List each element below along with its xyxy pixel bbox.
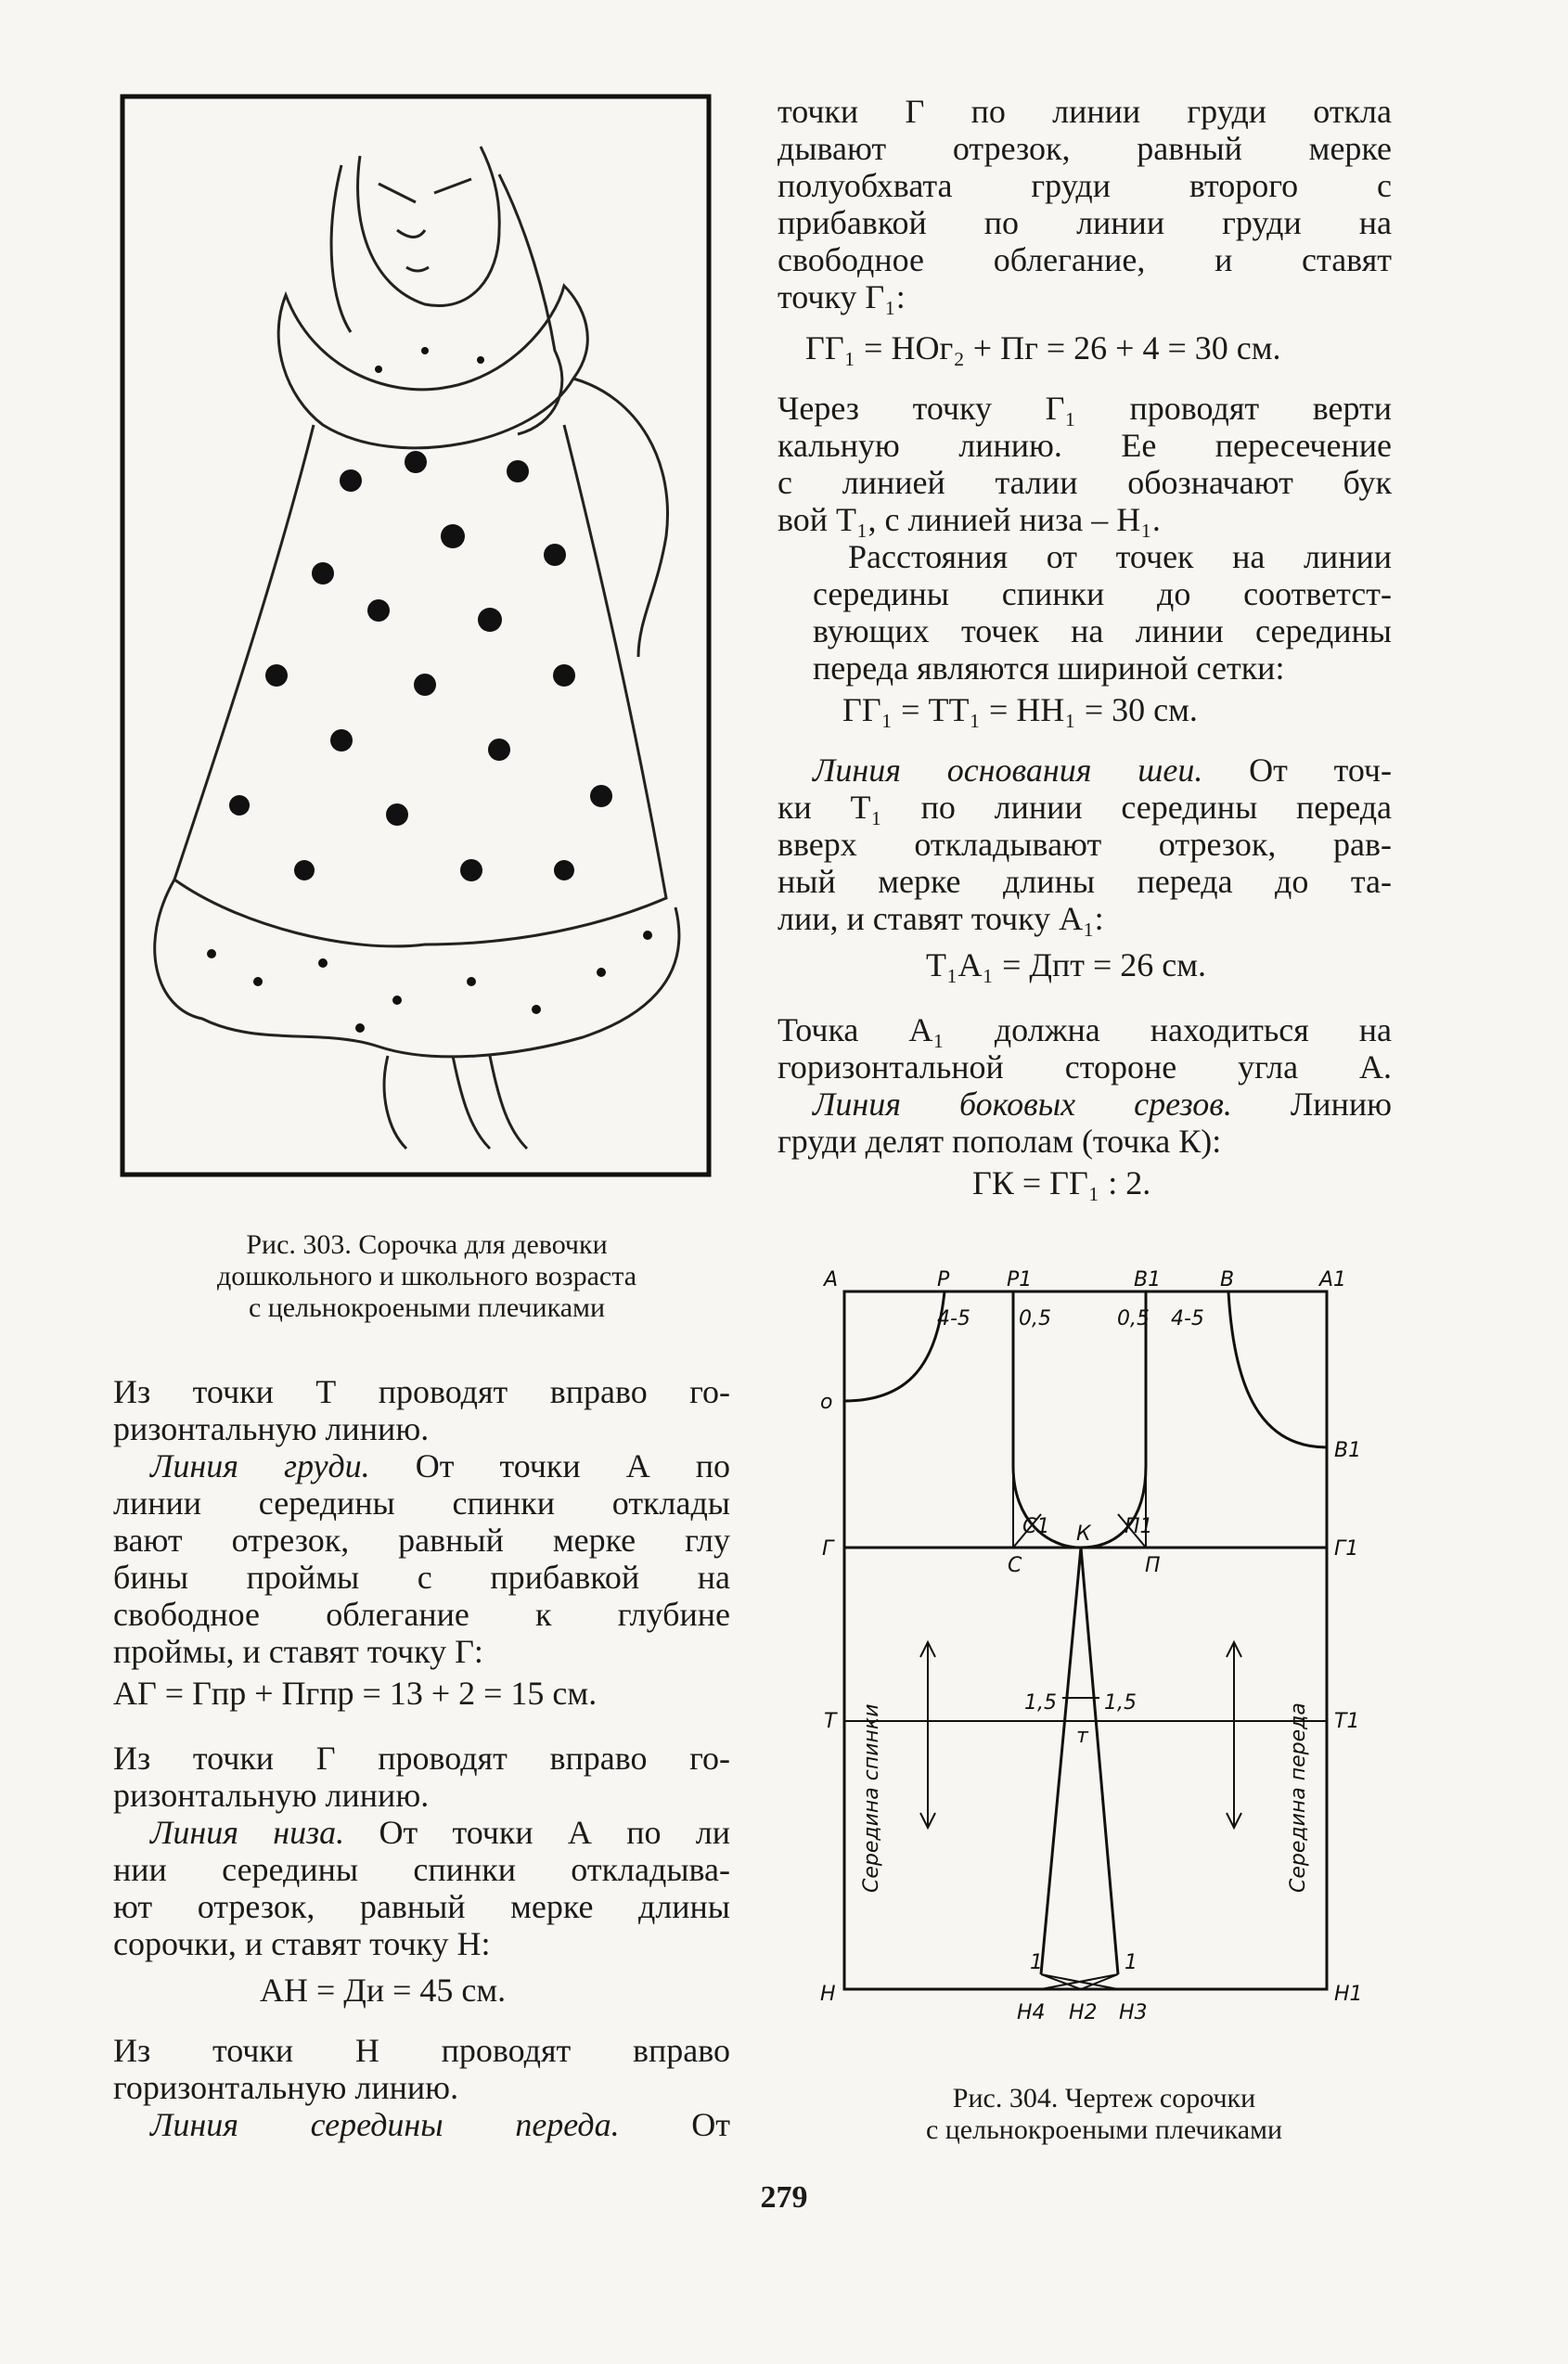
label-o: о: [820, 1391, 833, 1414]
caption-line: Рис. 304. Чертеж сорочки: [952, 2083, 1256, 2113]
caption-line: дошкольного и школьного возраста: [216, 1261, 637, 1291]
label-H1: Н1: [1334, 1983, 1363, 2006]
figure-303: [119, 91, 713, 1178]
right-paragraph-4: Линия основания шеи. От точ- ки Т₁ по линии середины переда вверх откладывают отрезок, рав- ный мерке длины переда до та- лии, и ставят точку А₁:: [778, 752, 1392, 937]
label-B1-right: В1: [1334, 1439, 1362, 1462]
figure-303-caption: [130, 1229, 724, 1324]
right-paragraph-3: Расстояния от точек на линии середины спинки до соответст- вующих точек на линии середины переда являются шириной сетки:: [813, 538, 1392, 687]
label-dim-0-5-right: 0,5: [1117, 1307, 1150, 1330]
label-dim-1-5-left: 1,5: [1024, 1691, 1057, 1715]
right-paragraph-5: Точка А₁ должна находиться на горизонтальной стороне угла А. Линия боковых срезов. Линию груди делят пополам (точка К):: [778, 1011, 1392, 1160]
label-seredina-spinki: Середина спинки: [860, 1703, 883, 1893]
label-dim-4-5-left: 4-5: [937, 1307, 970, 1330]
pattern-draft-drawing: [798, 1253, 1392, 2069]
label-B: В: [1220, 1268, 1235, 1291]
formula-ah: АН = Ди = 45 см.: [260, 1972, 507, 2009]
label-H: Н: [820, 1983, 836, 2006]
label-H4: Н4: [1017, 2001, 1046, 2024]
label-P1: Р1: [1007, 1268, 1033, 1291]
formula-gk: ГК = ГГ₁ : 2.: [972, 1164, 1151, 1201]
label-H2: Н2: [1069, 2001, 1098, 2024]
label-K: К: [1076, 1522, 1091, 1546]
label-one-right: 1: [1125, 1951, 1137, 1974]
label-dim-1-5-right: 1,5: [1104, 1691, 1137, 1715]
label-B1: В1: [1134, 1268, 1162, 1291]
label-t: т: [1076, 1725, 1088, 1748]
label-seredina-pereda: Середина переда: [1287, 1702, 1310, 1893]
left-paragraph-5: Из точки Н проводят вправо горизонтальную линию. Линия середины переда. От: [113, 2032, 731, 2143]
formula-t1a1: Т₁А₁ = Дпт = 26 см.: [926, 946, 1207, 983]
left-paragraph-3: Из точки Г проводят вправо го- ризонтальную линию. Линия низа. От точки А по ли нии середины спинки откладыва- ют отрезок, равный мерке длины сорочки, и ставят точку Н:: [113, 1740, 730, 1962]
label-dim-0-5-left: 0,5: [1019, 1307, 1051, 1330]
caption-line: с цельнокроеными плечиками: [248, 1292, 606, 1323]
caption-line: с цельнокроеными плечиками: [925, 2114, 1283, 2145]
label-G1: Г1: [1334, 1537, 1359, 1561]
label-one-left: 1: [1030, 1951, 1043, 1974]
label-dim-4-5-right: 4-5: [1171, 1307, 1204, 1330]
right-paragraph-2: Через точку Г₁ проводят верти кальную линию. Ее пересечение с линией талии обозначают бук вой Т₁, с линией низа – Н₁.: [778, 390, 1392, 538]
label-C1: С1: [1022, 1515, 1050, 1538]
label-T: Т: [824, 1710, 837, 1733]
formula-ag: АГ = Гпр + Пгпр = 13 + 2 = 15 см.: [113, 1675, 598, 1712]
label-P1-lower: П1: [1125, 1515, 1153, 1538]
label-A1: А1: [1319, 1268, 1347, 1291]
formula-gg1: ГГ₁ = НОг₂ + Пг = 26 + 4 = 30 см.: [805, 329, 1281, 366]
label-P: Р: [937, 1268, 950, 1291]
formula-grid-width: ГГ₁ = ТТ₁ = НН₁ = 30 см.: [842, 691, 1198, 728]
page-number: 279: [760, 2180, 808, 2215]
label-C: С: [1008, 1554, 1022, 1577]
left-paragraph-1: Из точки Т проводят вправо го- ризонтальную линию. Линия груди. От точки А по линии середины спинки отклады вают отрезок, равный мерке глу бины проймы с прибавкой на свободное облегание к глубине проймы, и ставят точку Г:: [113, 1373, 731, 1670]
label-A: А: [824, 1268, 839, 1291]
right-paragraph-1: точки Г по линии груди откла дывают отрезок, равный мерке полуобхвата груди второго с прибавкой по линии груди на свободное облегание, и ставят точку Г₁:: [778, 93, 1392, 315]
label-G: Г: [822, 1537, 834, 1561]
caption-line: Рис. 303. Сорочка для девочки: [246, 1229, 608, 1260]
figure-304: [798, 1253, 1392, 2069]
girl-nightgown-illustration: [119, 91, 713, 1178]
label-T1: Т1: [1334, 1710, 1360, 1733]
figure-304-caption: [835, 2083, 1373, 2146]
label-H3: Н3: [1119, 2001, 1148, 2024]
label-P-lower: П: [1145, 1554, 1161, 1577]
